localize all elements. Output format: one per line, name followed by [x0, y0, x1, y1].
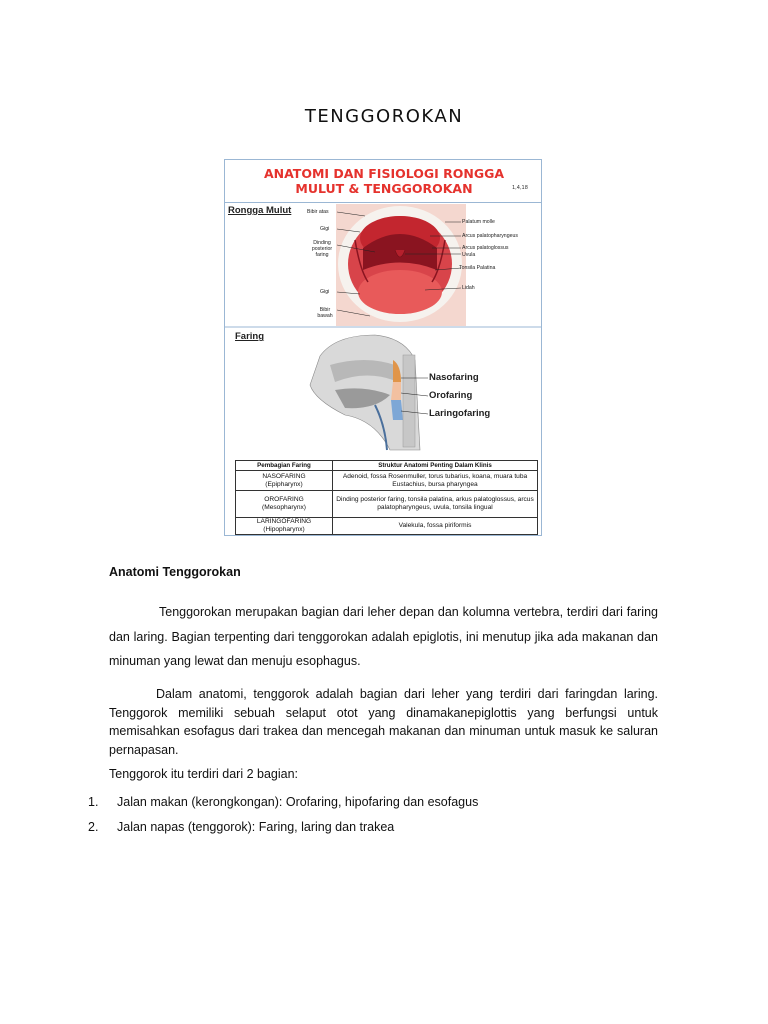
table-cell-desc: Adenoid, fossa Rosenmuller, torus tubarius, koana, muara tuba Eustachius, bursa pharyngea — [333, 471, 538, 491]
label-arcus-palatopharyngeus: Arcus palatopharyngeus — [462, 233, 518, 239]
section-mouth-label: Rongga Mulut — [228, 205, 292, 216]
table-header-cell: Pembagian Faring — [236, 461, 333, 471]
section-pharynx-label: Faring — [235, 331, 265, 342]
table-cell-desc: Valekula, fossa piriformis — [333, 518, 538, 535]
table-row — [236, 491, 538, 518]
list-text: Jalan makan (kerongkongan): Orofaring, hipofaring dan esofagus — [117, 795, 479, 809]
part-sub: (Mesopharynx) — [262, 504, 306, 511]
figure-title-line2: MULUT & TENGGOROKAN — [295, 181, 473, 196]
label-tonsila-palatina: Tonsila Palatina — [459, 265, 496, 271]
section-heading: Anatomi Tenggorokan — [109, 565, 241, 579]
list-number: 1. — [88, 795, 99, 809]
pharynx-table-header — [236, 461, 538, 471]
table-row — [236, 518, 538, 535]
label-uvula: Uvula — [462, 252, 476, 258]
label-dinding-posterior: Dinding posterior faring — [311, 240, 333, 258]
table-cell-desc: Dinding posterior faring, tonsila palatina, arkus palatoglossus, arcus palatopharyngeus, uvula, tonsila lingual — [333, 491, 538, 518]
table-cell-part — [236, 491, 333, 518]
label-nasofaring: Nasofaring — [429, 372, 479, 383]
paragraph-2: Dalam anatomi, tenggorok adalah bagian dari leher yang terdiri dari faringdan laring. Tenggorok memiliki sebuah selaput otot yang dinamakanepiglottis yang berfungsi untuk memisahkan esofagus dari trakea dan mencegah makanan dan minuman untuk masuk ke saluran pernapasan. — [109, 687, 658, 757]
label-bibir-atas: Bibir atas — [307, 209, 329, 215]
document-title: TENGGOROKAN — [304, 106, 464, 127]
table-row — [236, 471, 538, 491]
table-header-cell: Struktur Anatomi Penting Dalam Klinis — [333, 461, 538, 471]
figure-title-line1: ANATOMI DAN FISIOLOGI RONGGA — [263, 166, 505, 181]
figure-reference: 1,4,18 — [512, 185, 528, 191]
paragraph-1: Tenggorokan merupakan bagian dari leher depan dan kolumna vertebra, terdiri dari faring dan laring. Bagian terpenting dari tenggorokan adalah epiglotis, ini menutup jika ada makanan dan minuman yang lewat dan menuju esophagus. — [109, 605, 658, 668]
label-gigi-lower: Gigi — [320, 289, 330, 295]
part-name: NASOFARING — [262, 472, 306, 480]
mouth-illustration — [336, 204, 466, 326]
list-number: 2. — [88, 820, 99, 834]
label-orofaring: Orofaring — [429, 390, 473, 401]
part-sub: (Epipharynx) — [265, 480, 303, 488]
label-palatum-molle: Palatum molle — [462, 219, 495, 225]
anatomy-figure — [224, 159, 542, 536]
label-gigi-upper: Gigi — [320, 226, 330, 232]
table-cell-part — [236, 518, 333, 535]
label-arcus-palatoglossus: Arcus palatoglossus — [462, 245, 509, 251]
label-lidah: Lidah — [462, 285, 475, 291]
part-name: LARINGOFARING — [256, 518, 312, 525]
label-laringofaring: Laringofaring — [429, 408, 491, 419]
pharynx-table — [235, 460, 538, 535]
table-cell-part — [236, 471, 333, 491]
part-sub: (Hipopharynx) — [263, 526, 305, 533]
pharynx-illustration — [310, 335, 420, 450]
label-bibir-bawah: Bibir bawah — [317, 307, 333, 319]
list-text: Jalan napas (tenggorok): Faring, laring dan trakea — [117, 820, 395, 834]
paragraph-3: Tenggorok itu terdiri dari 2 bagian: — [109, 767, 299, 781]
part-name: OROFARING — [264, 496, 304, 503]
